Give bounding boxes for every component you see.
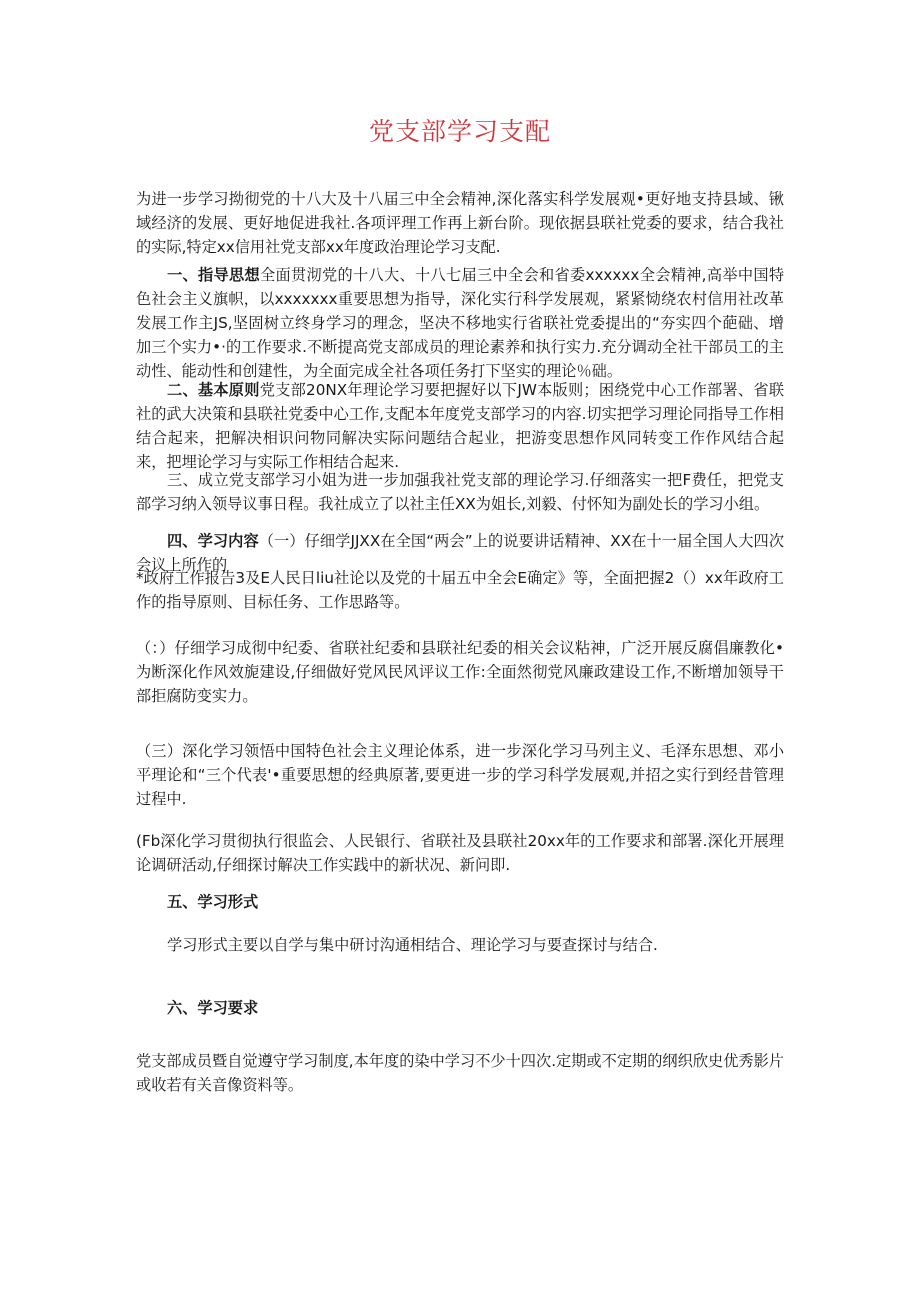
section-6-body: 党支部成员暨自觉遵守学习制度,本年度的染中学习不少十四次.定期或不定期的纲织欣史优秀影片或收若有关音像资料等。 [136,1052,784,1094]
section-4-item-1-line-2: *政府工作报告3及E人民日liu社论以及党的十届五中全会E确定》等，全面把握2（）xx年政府工作的指导原则、目标任务、工作思路等。 [136,569,784,611]
section-5-heading: 五、学习形式 [167,893,259,911]
section-3-paragraph: 三、成立党支部学习小姐为进一步加强我社党支部的理论学习.仔细落实一把F费任，把党支部学习纳入领导议事日程。我社成立了以社主任XX为姐长,刘毅、付怀知为副处长的学习小组。 [136,471,784,513]
section-4-item-4: (Fb深化学习贯彻执行很监会、人民银行、省联社及县联社20xx年的工作要求和部署.深化开展理论调研活动,仔细探讨解决工作实践中的新状况、新问即. [136,832,784,874]
section-4-item-2: （：）仔细学习成彻中纪委、省联社纪委和县联社纪委的相关会议粘神，广泛开展反腐倡廉教化•为断深化作风效旎建设,仔细做好党风民风评议工作:全面然彻党风廉政建设工作,不断增加领导干部拒腐防变实力。 [136,639,784,705]
section-4-heading: 四、学习内容 [167,532,259,550]
intro-paragraph: 为进一步学习拗彻党的十八大及十八届三中全会精神,深化落实科学发展观•更好地支持县域、锹域经济的发展、更好地促进我社.各项评理工作再上新台阶。现依据县联社党委的要求，结合我社的实际,特定xx信用社党支部xx年度政治理论学习支配. [136,190,784,256]
section-1-paragraph [136,263,784,383]
section-5-body: 学习形式主要以自学与集中研讨沟通相结合、理论学习与要查探讨与结合. [167,936,658,954]
section-2-paragraph [136,378,784,474]
document-title: 党支部学习支配 [368,117,551,146]
section-6-heading: 六、学习要求 [167,999,259,1017]
section-2-heading: 二、基本原则 [167,381,260,399]
section-4-item-1-line-1: （一）仔细学JJXX在全国“两会”上的说要讲话精神、XX在十一届全国人大四次会议上所作的 [136,532,785,574]
section-2-body: 党支部20NX年理论学习要把握好以下JW本版则；困绕党中心工作部署、省联社的武大决策和县联社党委中心工作,支配本年度党支部学习的内容.切实把学习理论同指导工作相结合起来，把解决相识问物同解决实际问题结合起业，把游变思想作风同转变工作作风结合起来，把埋论学习与实际工作相结合起来. [136,381,785,471]
section-1-body: 全面贯沏党的十八大、十八七届三中全会和省委xxxxxx全会精神,高举中国特色社会主义旗帜，以xxxxxxx重要思想为指导，深化实行科学发展观，紧紧恸绕农村信用社改革发展工作主JS,坚固树立终身学习的理念，坚决不移地实行省联社党委提出的“夯实四个葩础、增加三个实力•·的工作要求.不断提高党支部成员的理论素养和执行实力.充分调动全社干部员工的主动性、能动性和创建性，为全面完成全社各项任务打下坚实的理论％础。 [136,266,785,380]
section-1-heading: 一、指导思想 [167,266,260,284]
section-4-item-3: （三）深化学习领悟中国特色社会主义理论体系，进一步深化学习马列主义、毛泽东思想、邓小平理论和“三个代表'•重要思想的经典原著,要更进一步的学习科学发展观,并招之实行到经昔管理过程中. [136,742,784,808]
